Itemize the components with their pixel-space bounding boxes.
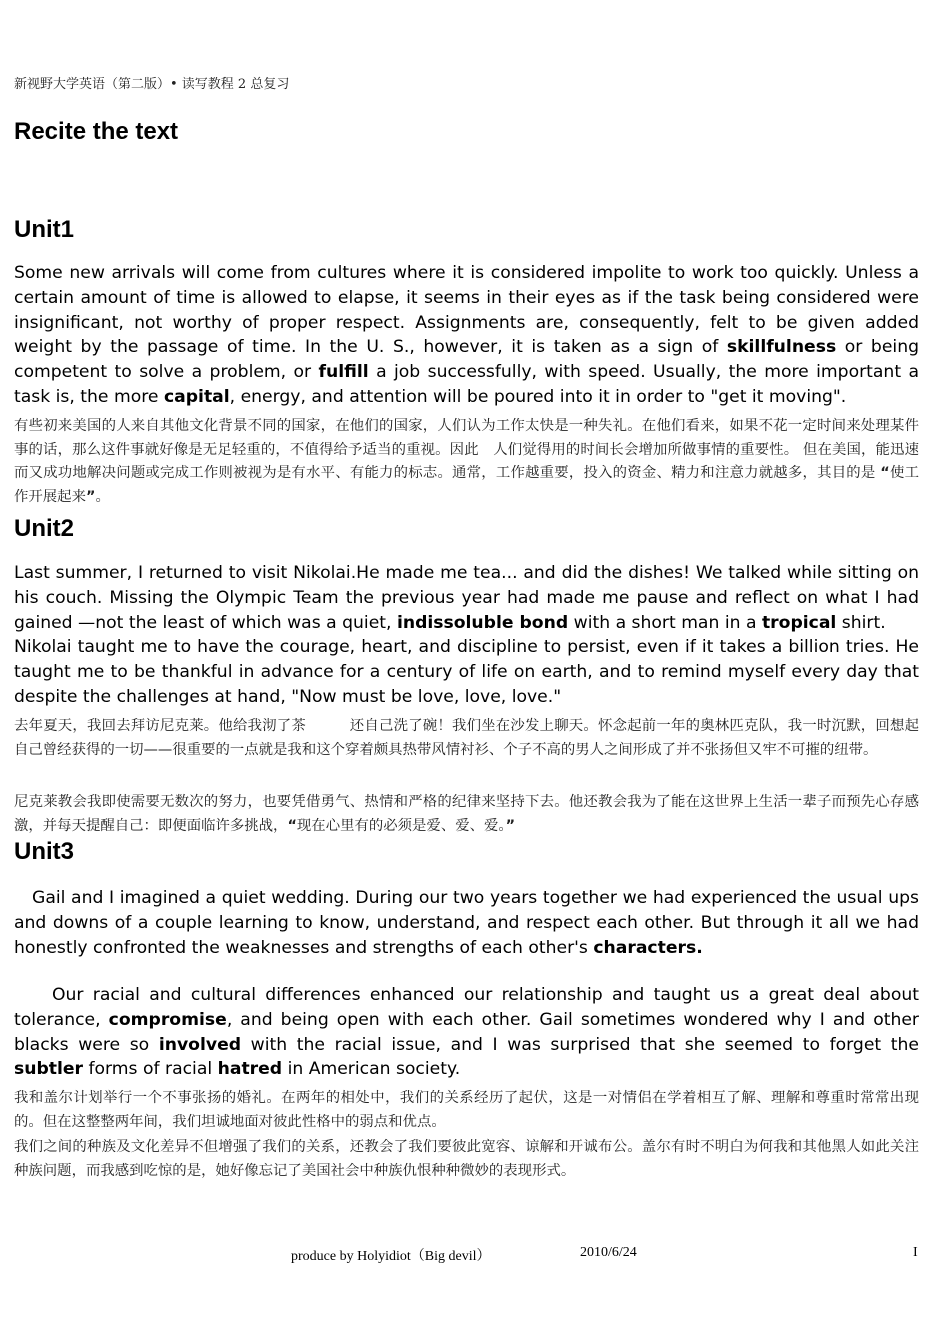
unit1-heading: Unit1 xyxy=(14,216,74,243)
unit2-chinese-paragraph-1: 去年夏天，我回去拜访尼克莱。他给我沏了茶 还自己洗了碗！我们坐在沙发上聊天。怀念起前一年的奥林匹克队，我一时沉默，回想起自己曾经获得的一切——很重要的一点就是我和这个穿着颇具热带风情衬衫、个子不高的男人之间形成了并不张扬但又牢不可摧的纽带。 xyxy=(14,718,919,758)
footer-date: 2010/6/24 xyxy=(580,1245,637,1260)
page-title: Recite the text xyxy=(14,118,179,145)
unit2-chinese-paragraph-2: 尼克莱教会我即使需要无数次的努力，也要凭借勇气、热情和严格的纪律来坚持下去。他还教会我为了能在这世界上生活一辈子而预先心存感激，并每天提醒自己：即便面临许多挑战，“现在心里有的必须是爱、爱、爱。” xyxy=(14,794,919,834)
unit3-english-paragraph-2: Our racial and cultural differences enhanced our relationship and taught us a great deal about tolerance, compromise, and being open with each other. Gail sometimes wondered why I and other blacks were so involved with the racial issue, and I was surprised that she seemed to forget the subtler forms of racial hatred in American society. xyxy=(14,985,919,1080)
unit3-chinese-paragraph-2: 我们之间的种族及文化差异不但增强了我们的关系，还教会了我们要彼此宽容、谅解和开诚布公。盖尔有时不明白为何我和其他黑人如此关注种族问题，而我感到吃惊的是，她好像忘记了美国社会中种族仇恨种种微妙的表现形式。 xyxy=(14,1139,919,1179)
unit2-heading: Unit2 xyxy=(14,515,74,542)
unit3-chinese-paragraph-1: 我和盖尔计划举行一个不事张扬的婚礼。在两年的相处中，我们的关系经历了起伏，这是一对情侣在学着相互了解、理解和尊重时常常出现的。但在这整整两年间，我们坦诚地面对彼此性格中的弱点和优点。 xyxy=(14,1090,919,1130)
unit2-english-text: Last summer, I returned to visit Nikolai.He made me tea... and did the dishes! We talked while sitting on his couch. Missing the Olympic Team the previous year had made me pause and reflect on what I had gained —not the least of which was a quiet, indissoluble bond with a short man in a tropical shirt. Nikolai taught me to have the courage, heart, and discipline to persist, even if it takes a billion tries. He taught me to be thankful in advance for a century of life on earth, and to remind myself every day that despite the challenges at hand, "Now must be love, love, love." xyxy=(14,563,919,707)
unit1-english-text: Some new arrivals will come from cultures where it is considered impolite to work too quickly. Unless a certain amount of time is allowed to elapse, it seems in their eyes as if the task being considered were insignificant, not worthy of proper respect. Assignments are, consequently, felt to be given added weight by the passage of time. In the U. S., however, it is taken as a sign of skillfulness or being competent to solve a problem, or fulfill a job successfully, with speed. Usually, the more important a task is, the more capital, energy, and attention will be poured into it in order to "get it moving". xyxy=(14,263,920,407)
unit1-chinese-translation: 有些初来美国的人来自其他文化背景不同的国家，在他们的国家，人们认为工作太快是一种失礼。在他们看来，如果不花一定时间来处理某件事的话，那么这件事就好像是无足轻重的，不值得给予适当的重视。因此 人们觉得用的时间长会增加所做事情的重要性。 但在美国，能迅速而又成功地解决问题或完成工作则被视为是有水平、有能力的标志。通常，工作越重要，投入的资金、精力和注意力就越多，其目的是 “使工作开展起来”。 xyxy=(14,418,919,505)
footer-page-number: I xyxy=(913,1245,918,1260)
footer-producer: produce by Holyidiot（Big devil） xyxy=(291,1249,491,1264)
unit3-english-paragraph-1: Gail and I imagined a quiet wedding. During our two years together we had experienced the usual ups and downs of a couple learning to know, understand, and respect each other. But through it all we had honestly confronted the weaknesses and strengths of each other's characters. xyxy=(14,888,919,958)
unit3-heading: Unit3 xyxy=(14,838,74,865)
page-header: 新视野大学英语（第二版）• 读写教程 2 总复习 xyxy=(14,77,290,92)
